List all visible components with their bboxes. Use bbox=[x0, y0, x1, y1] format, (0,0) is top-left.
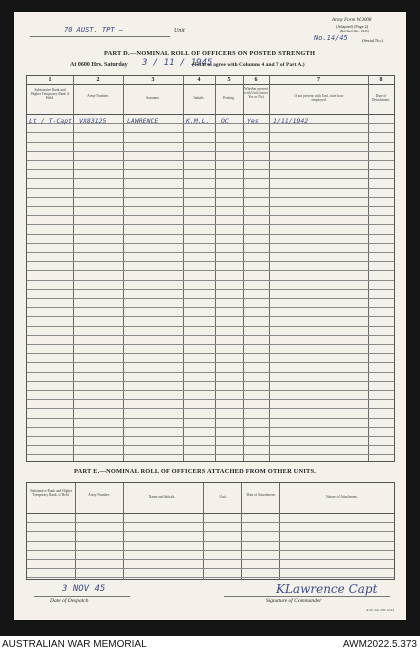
e-col-2-header: Army Number. bbox=[88, 493, 110, 497]
col-8-header: Date of Detachment. bbox=[371, 94, 391, 103]
ruled-line bbox=[27, 381, 394, 382]
col-1-header: Substantive Rank and Higher Temporary Rank if Held. bbox=[30, 88, 70, 101]
col-8-number: 8 bbox=[379, 77, 383, 83]
col-3-header: Surname. bbox=[146, 96, 160, 100]
ruled-line bbox=[27, 399, 394, 400]
despatch-label: Date of Despatch bbox=[50, 598, 89, 604]
ruled-line bbox=[27, 353, 394, 354]
ruled-line bbox=[27, 372, 394, 373]
ruled-line bbox=[27, 362, 394, 363]
commander-signature: KLawrence Capt bbox=[276, 582, 378, 596]
col-6-header: Whether present with Unit (insert Yes or No) bbox=[244, 87, 268, 100]
ruled-line bbox=[27, 445, 394, 446]
col-number-divider bbox=[27, 84, 394, 85]
ruled-line bbox=[27, 390, 394, 391]
ruled-line bbox=[27, 178, 394, 179]
ruled-line bbox=[27, 344, 394, 345]
date-handwritten: 3 / 11 / 1945 bbox=[142, 58, 213, 68]
ruled-line bbox=[27, 261, 394, 262]
col-2-number: 2 bbox=[96, 77, 100, 83]
unit-label: Unit bbox=[174, 28, 185, 34]
ruled-line bbox=[27, 427, 394, 428]
col-5-number: 5 bbox=[227, 77, 231, 83]
unit-handwritten: 70 AUST. TPT — bbox=[64, 26, 124, 34]
col-7-number: 7 bbox=[317, 77, 320, 83]
e-col-6-header: Nature of Attachment. bbox=[325, 495, 359, 499]
ruled-line bbox=[27, 160, 394, 161]
ruled-line bbox=[27, 436, 394, 437]
at-hours-label: At 0600 Hrs. Saturday bbox=[70, 62, 128, 68]
ruled-line bbox=[27, 142, 394, 143]
col-6-number: 6 bbox=[254, 77, 258, 83]
ruled-line bbox=[27, 568, 394, 569]
e-col-1-header: Substantive Rank and Higher Temporary Rank, if Held. bbox=[29, 489, 73, 498]
part-d-table bbox=[26, 75, 395, 462]
ruled-line bbox=[27, 234, 394, 235]
ruled-line bbox=[27, 188, 394, 189]
ruled-line bbox=[27, 559, 394, 560]
ruled-line bbox=[27, 298, 394, 299]
ruled-line bbox=[27, 335, 394, 336]
ruled-line bbox=[27, 280, 394, 281]
ruled-line bbox=[27, 550, 394, 551]
ruled-line bbox=[27, 243, 394, 244]
ruled-line bbox=[27, 541, 394, 542]
col-4-number: 4 bbox=[197, 77, 201, 83]
row-present: Yes bbox=[247, 117, 259, 125]
unit-underline bbox=[30, 36, 170, 37]
col-5-header: Posting. bbox=[223, 96, 235, 100]
ruled-line bbox=[27, 270, 394, 271]
ruled-line bbox=[27, 169, 394, 170]
signature-label: Signature of Commander bbox=[266, 598, 322, 604]
col-2-header: Army Number. bbox=[87, 94, 109, 98]
signature-underline bbox=[224, 596, 390, 597]
e-col-4-header: Unit. bbox=[219, 495, 227, 499]
ruled-line bbox=[27, 316, 394, 317]
row-posting: OC bbox=[221, 117, 229, 125]
part-e-title: PART E.—NOMINAL ROLL OF OFFICERS ATTACHED FROM OTHER UNITS. bbox=[74, 468, 317, 475]
e-col-5-header: Date of Attachment. bbox=[246, 493, 276, 497]
ruled-line bbox=[27, 408, 394, 409]
row-surname: LAWRENCE bbox=[127, 117, 159, 125]
ruled-line bbox=[27, 151, 394, 152]
ruled-line bbox=[27, 326, 394, 327]
form-name: Army Form W.3008 bbox=[332, 18, 372, 23]
archive-caption-right: AWM2022.5.373 bbox=[342, 639, 417, 650]
part-e-table bbox=[26, 482, 395, 580]
serial-label: (Serial No.) bbox=[362, 38, 384, 43]
row-initials: K.M.L. bbox=[186, 117, 210, 125]
total-note: (Total to agree with Columns 4 and 7 of Part A.) bbox=[192, 62, 305, 68]
print-code: A.W. 22a 250 12/44 bbox=[366, 608, 395, 612]
form-adapted: (Adapted) (Page 2) bbox=[336, 24, 369, 29]
row-army-number: VX83125 bbox=[79, 117, 107, 125]
form-revised: (Revised Jan., 1945) bbox=[340, 29, 369, 33]
ruled-line bbox=[27, 307, 394, 308]
e-col-3-header: Name and Initials. bbox=[148, 495, 176, 499]
ruled-line bbox=[27, 454, 394, 455]
col-7-header: If not present with Unit, state how employed. bbox=[294, 94, 344, 103]
archive-caption-left: AUSTRALIAN WAR MEMORIAL bbox=[2, 639, 147, 650]
despatch-date-handwritten: 3 NOV 45 bbox=[62, 584, 106, 594]
despatch-underline bbox=[34, 596, 130, 597]
row-employed: 1/11/1942 bbox=[273, 117, 309, 125]
ruled-line bbox=[27, 132, 394, 133]
serial-handwritten: No.14/45 bbox=[314, 34, 348, 42]
ruled-line bbox=[27, 289, 394, 290]
ruled-line bbox=[27, 522, 394, 523]
ruled-line bbox=[27, 224, 394, 225]
ruled-line bbox=[27, 252, 394, 253]
ruled-line bbox=[27, 215, 394, 216]
form-page bbox=[14, 12, 406, 620]
col-3-number: 3 bbox=[151, 77, 155, 83]
ruled-line bbox=[27, 197, 394, 198]
col-1-number: 1 bbox=[48, 77, 52, 83]
part-d-title: PART D.—NOMINAL ROLL OF OFFICERS ON POSTED STRENGTH bbox=[104, 50, 316, 57]
ruled-line bbox=[27, 418, 394, 419]
ruled-line bbox=[27, 577, 394, 578]
row-rank: Lt / T-Capt bbox=[29, 117, 73, 125]
ruled-line bbox=[27, 206, 394, 207]
part-d-ruled-lines bbox=[27, 114, 394, 461]
part-e-ruled-lines bbox=[27, 513, 394, 579]
col-4-header: Initials. bbox=[193, 96, 205, 100]
ruled-line bbox=[27, 531, 394, 532]
